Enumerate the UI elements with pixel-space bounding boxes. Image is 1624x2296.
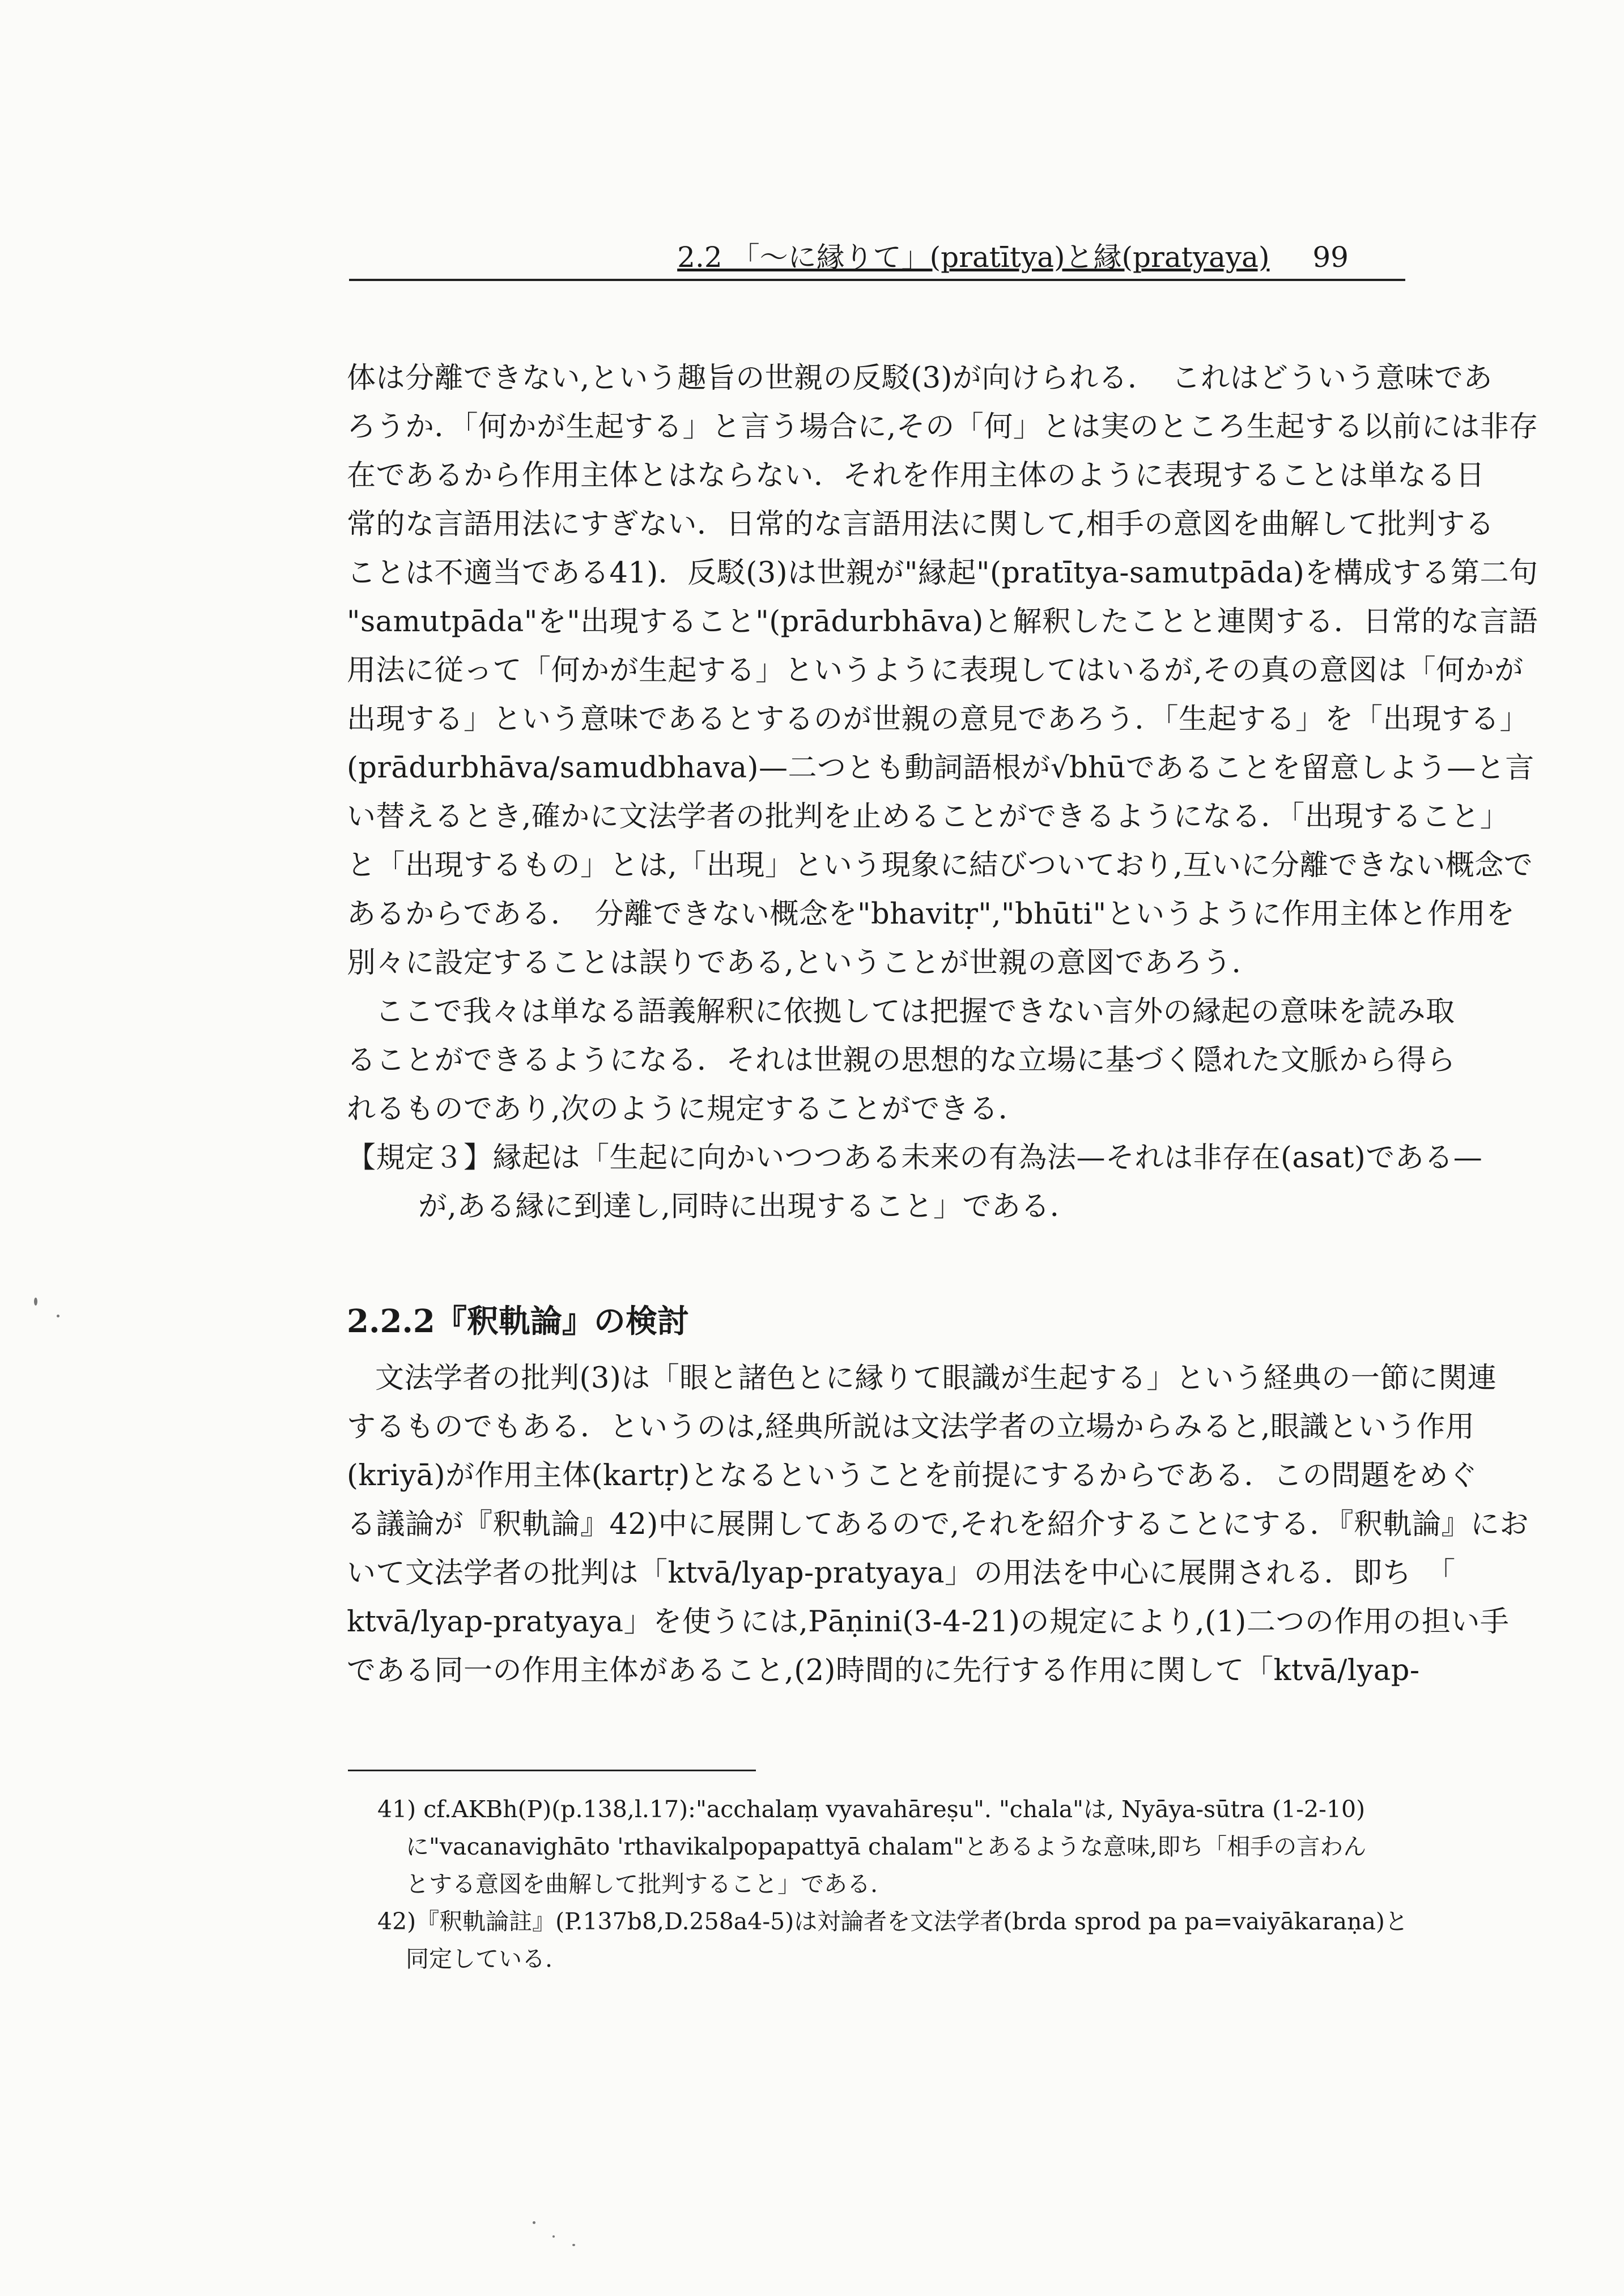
scan-speck xyxy=(57,1315,59,1317)
footnote-line: に"vacanavighāto 'rthavikalpopapattyā chalam"とあるような意味,即ち「相手の言わん xyxy=(406,1833,1367,1860)
text-line: (prādurbhāva/samudbhava)—二つとも動詞語根が√bhūであることを留意しよう—と言 xyxy=(347,751,1534,785)
text-line: するものでもある．というのは,経典所説は文法学者の立場からみると,眼識という作用 xyxy=(347,1410,1475,1444)
body-text xyxy=(347,354,1538,1231)
footnote-divider xyxy=(348,1770,756,1771)
scan-speck xyxy=(34,1298,37,1306)
page-number: 99 xyxy=(1312,241,1349,274)
footnote-line: 42)『釈軌論註』(P.137b8,D.258a4-5)は対論者を文法学者(brda sprod pa pa=vaiyākaraṇa)と xyxy=(377,1908,1408,1935)
text-line: 常的な言語用法にすぎない．日常的な言語用法に関して,相手の意図を曲解して批判する xyxy=(347,508,1495,541)
definition-line: 【規定３】縁起は「生起に向かいつつある未来の有為法—それは非存在(asat)である— xyxy=(347,1141,1483,1175)
text-line: 別々に設定することは誤りである,ということが世親の意図であろう． xyxy=(347,946,1261,980)
text-line: ろうか．「何かが生起する」と言う場合に,その「何」とは実のところ生起する以前には非存 xyxy=(347,410,1538,444)
footnote-42 xyxy=(377,1903,1409,1978)
text-line: (kriyā)が作用主体(kartṛ)となるということを前提にするからである．この問題をめぐ xyxy=(347,1459,1478,1493)
text-line: ktvā/lyap-pratyaya」を使うには,Pāṇini(3-4-21)の規定により,(1)二つの作用の担い手 xyxy=(347,1605,1510,1639)
text-line: 在であるから作用主体とはならない．それを作用主体のように表現することは単なる日 xyxy=(347,459,1485,492)
text-line: 文法学者の批判(3)は「眼と諸色とに縁りて眼識が生起する」という経典の一節に関連 xyxy=(375,1362,1497,1395)
header-title: 2.2 「〜に縁りて」(pratītya)と縁(pratyaya) xyxy=(677,241,1270,274)
text-line: いて文法学者の批判は「ktvā/lyap-pratyaya」の用法を中心に展開される．即ち 「 xyxy=(347,1557,1456,1590)
scan-speck xyxy=(552,2235,555,2238)
text-line: 用法に従って「何かが生起する」というように表現してはいるが,その真の意図は「何かが xyxy=(347,654,1524,687)
text-line: い替えるとき,確かに文法学者の批判を止めることができるようになる．「出現すること」 xyxy=(347,800,1510,834)
text-line: れるものであり,次のように規定することができる． xyxy=(347,1092,1028,1126)
text-line: である同一の作用主体があること,(2)時間的に先行する作用に関して「ktvā/lyap- xyxy=(347,1654,1420,1687)
running-header xyxy=(349,241,1405,281)
text-line: ここで我々は単なる語義解釈に依拠しては把握できない言外の縁起の意味を読み取 xyxy=(375,995,1455,1028)
text-line: 体は分離できない,という趣旨の世親の反駁(3)が向けられる． これはどういう意味であ xyxy=(347,362,1493,395)
text-line: "samutpāda"を"出現すること"(prādurbhāva)と解釈したことと連関する．日常的な言語 xyxy=(347,605,1538,639)
footnote-line: 同定している. xyxy=(406,1945,553,1972)
definition-line: が,ある縁に到達し,同時に出現すること」である． xyxy=(418,1190,1079,1223)
text-line: と「出現するもの」とは,「出現」という現象に結びついており,互いに分離できない概念で xyxy=(347,849,1533,882)
section-text xyxy=(347,1354,1529,1695)
section-heading: 2.2.2『釈軌論』の検討 xyxy=(347,1303,689,1340)
text-line: 出現する」という意味であるとするのが世親の意見であろう．「生起する」を「出現する」 xyxy=(347,703,1529,736)
footnotes xyxy=(377,1791,1409,1978)
scan-speck xyxy=(572,2244,575,2246)
footnote-line: 41) cf.AKBh(P)(p.138,l.17):"acchalaṃ vyavahāreṣu". "chala"は, Nyāya-sūtra (1-2-10) xyxy=(377,1796,1366,1823)
text-line: る議論が『釈軌論』42)中に展開してあるので,それを紹介することにする．『釈軌論』にお xyxy=(347,1508,1529,1541)
footnote-41 xyxy=(377,1791,1409,1903)
text-line: ることができるようになる．それは世親の思想的な立場に基づく隠れた文脈から得ら xyxy=(347,1044,1456,1077)
scan-speck xyxy=(533,2221,535,2224)
text-line: ことは不適当である41)．反駁(3)は世親が"縁起"(pratītya-samutpāda)を構成する第二句 xyxy=(347,556,1538,590)
text-line: あるからである． 分離できない概念を"bhavitṛ","bhūti"というように作用主体と作用を xyxy=(347,898,1515,931)
footnote-line: とする意図を曲解して批判すること」である. xyxy=(406,1870,878,1898)
